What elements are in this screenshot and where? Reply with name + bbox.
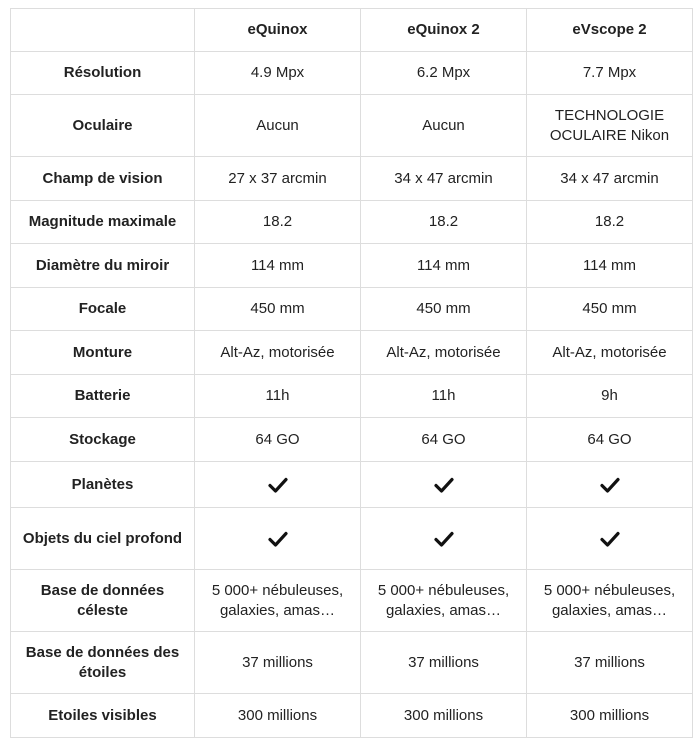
table-cell: 18.2 bbox=[195, 201, 361, 244]
header-evscope-2: eVscope 2 bbox=[527, 9, 693, 52]
row-label: Base de données céleste bbox=[11, 570, 195, 632]
row-label: Batterie bbox=[11, 375, 195, 418]
table-cell: 114 mm bbox=[361, 244, 527, 288]
row-label: Base de données des étoiles bbox=[11, 632, 195, 694]
table-cell: Aucun bbox=[195, 95, 361, 157]
table-row-diametre-du-miroir bbox=[11, 244, 693, 288]
table-cell: 18.2 bbox=[361, 201, 527, 244]
table-row-focale bbox=[11, 288, 693, 331]
table-cell: 300 millions bbox=[361, 694, 527, 738]
header-equinox-2: eQuinox 2 bbox=[361, 9, 527, 52]
table-cell: Alt-Az, motorisée bbox=[361, 331, 527, 375]
table-cell: 64 GO bbox=[361, 418, 527, 462]
table-cell: 34 x 47 arcmin bbox=[527, 157, 693, 201]
table-cell: 7.7 Mpx bbox=[527, 52, 693, 95]
table-cell: 450 mm bbox=[195, 288, 361, 331]
header-corner bbox=[11, 9, 195, 52]
row-label: Magnitude maximale bbox=[11, 201, 195, 244]
table-cell: 27 x 37 arcmin bbox=[195, 157, 361, 201]
table-cell-check bbox=[195, 462, 361, 508]
table-row-stockage bbox=[11, 418, 693, 462]
table-row-resolution bbox=[11, 52, 693, 95]
check-icon bbox=[434, 477, 454, 493]
row-label: Diamètre du miroir bbox=[11, 244, 195, 288]
table-row-objets-du-ciel-profond bbox=[11, 508, 693, 570]
table-row-batterie bbox=[11, 375, 693, 418]
table-cell: 64 GO bbox=[527, 418, 693, 462]
table-cell: 37 millions bbox=[527, 632, 693, 694]
table-cell: Alt-Az, motorisée bbox=[195, 331, 361, 375]
table-cell: 114 mm bbox=[527, 244, 693, 288]
header-row bbox=[11, 9, 693, 52]
table-row-magnitude-maximale bbox=[11, 201, 693, 244]
check-icon bbox=[600, 477, 620, 493]
table-cell: 37 millions bbox=[361, 632, 527, 694]
table-cell: 64 GO bbox=[195, 418, 361, 462]
table-cell: 5 000+ nébuleuses, galaxies, amas… bbox=[361, 570, 527, 632]
table-cell: 450 mm bbox=[527, 288, 693, 331]
table-cell-check bbox=[527, 508, 693, 570]
check-icon bbox=[434, 531, 454, 547]
table-row-monture bbox=[11, 331, 693, 375]
table-cell-check bbox=[361, 508, 527, 570]
table-row-etoiles-visibles bbox=[11, 694, 693, 738]
table-cell: 11h bbox=[195, 375, 361, 418]
header-equinox: eQuinox bbox=[195, 9, 361, 52]
table-row-base-celeste bbox=[11, 570, 693, 632]
table-cell: Alt-Az, motorisée bbox=[527, 331, 693, 375]
row-label: Objets du ciel profond bbox=[11, 508, 195, 570]
table-row-planetes bbox=[11, 462, 693, 508]
check-icon bbox=[600, 531, 620, 547]
table-row-oculaire bbox=[11, 95, 693, 157]
table-cell: 4.9 Mpx bbox=[195, 52, 361, 95]
row-label: Oculaire bbox=[11, 95, 195, 157]
table-cell: 114 mm bbox=[195, 244, 361, 288]
table-cell-check bbox=[361, 462, 527, 508]
table-cell: 6.2 Mpx bbox=[361, 52, 527, 95]
row-label: Focale bbox=[11, 288, 195, 331]
table-cell: TECHNOLOGIE OCULAIRE Nikon bbox=[527, 95, 693, 157]
table-cell: Aucun bbox=[361, 95, 527, 157]
table-cell: 37 millions bbox=[195, 632, 361, 694]
table-row-champ-de-vision bbox=[11, 157, 693, 201]
table-cell: 11h bbox=[361, 375, 527, 418]
table-cell-check bbox=[195, 508, 361, 570]
row-label: Stockage bbox=[11, 418, 195, 462]
row-label: Etoiles visibles bbox=[11, 694, 195, 738]
row-label: Planètes bbox=[11, 462, 195, 508]
table-row-base-etoiles bbox=[11, 632, 693, 694]
check-icon bbox=[268, 477, 288, 493]
table-cell-check bbox=[527, 462, 693, 508]
row-label: Monture bbox=[11, 331, 195, 375]
row-label: Résolution bbox=[11, 52, 195, 95]
table-cell: 300 millions bbox=[195, 694, 361, 738]
table-cell: 5 000+ nébuleuses, galaxies, amas… bbox=[195, 570, 361, 632]
table-cell: 300 millions bbox=[527, 694, 693, 738]
table-cell: 450 mm bbox=[361, 288, 527, 331]
table-cell: 5 000+ nébuleuses, galaxies, amas… bbox=[527, 570, 693, 632]
table-cell: 9h bbox=[527, 375, 693, 418]
check-icon bbox=[268, 531, 288, 547]
comparison-table bbox=[10, 8, 693, 738]
table-cell: 18.2 bbox=[527, 201, 693, 244]
row-label: Champ de vision bbox=[11, 157, 195, 201]
table-cell: 34 x 47 arcmin bbox=[361, 157, 527, 201]
